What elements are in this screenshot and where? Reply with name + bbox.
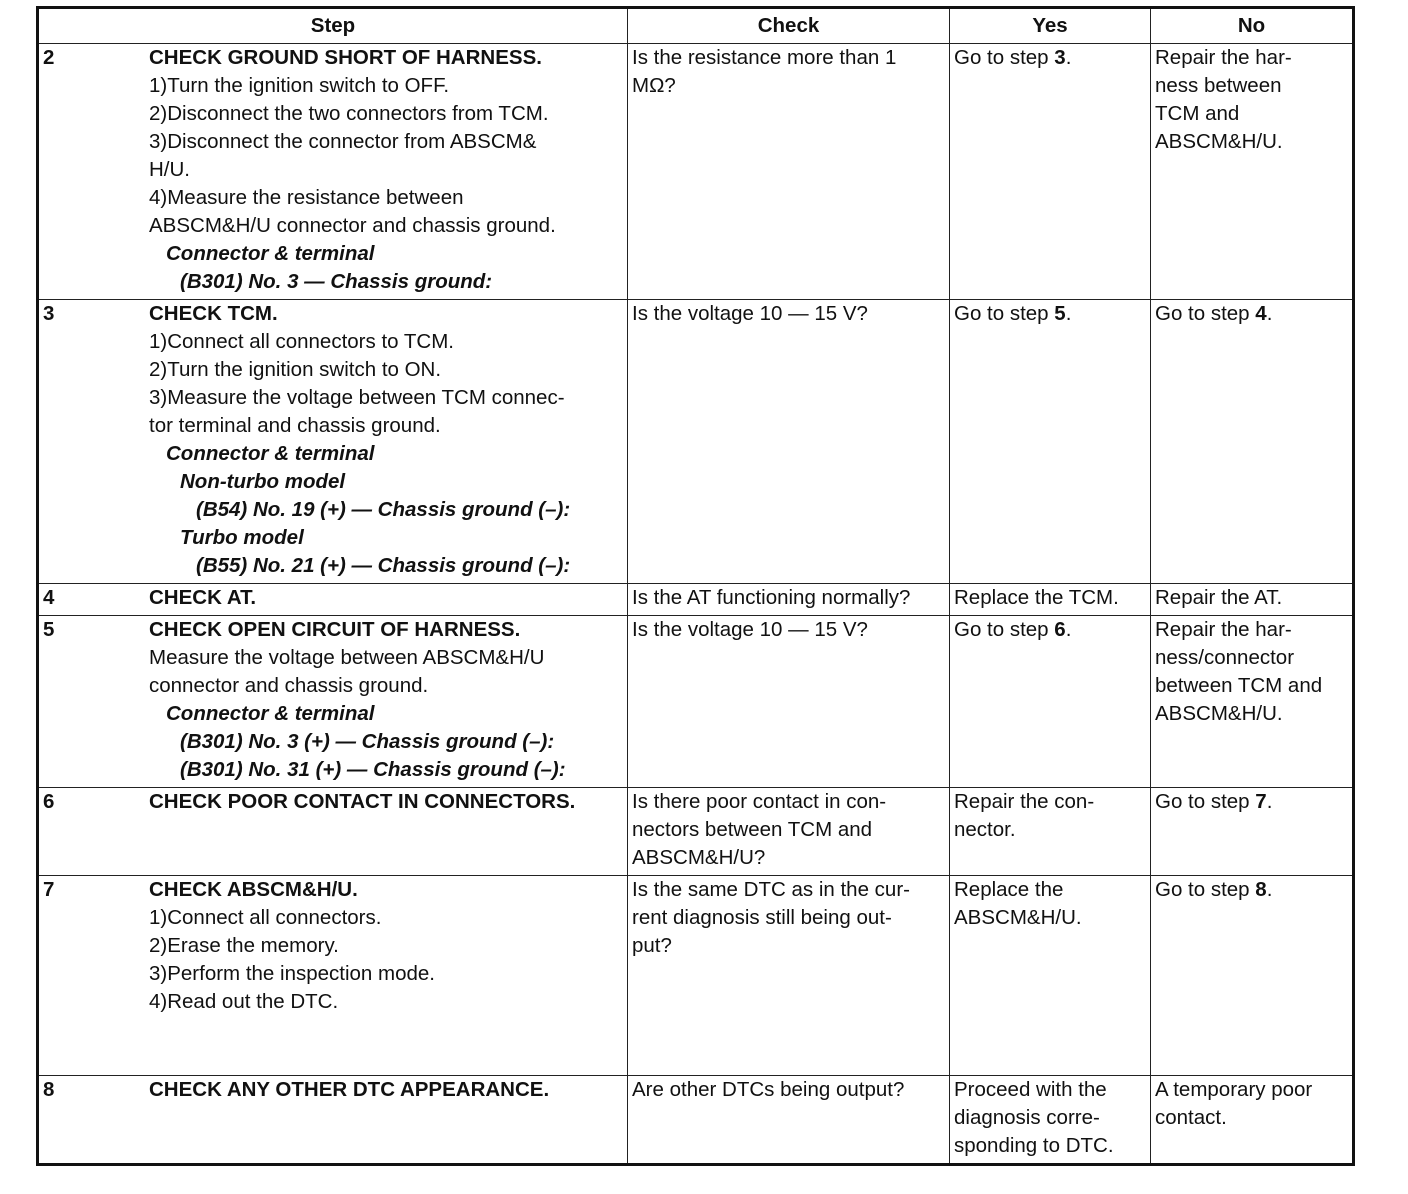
step-line: 3)Disconnect the connector from ABSCM& [149,130,537,153]
yes-cell [950,876,1151,1076]
no-cell [1151,616,1354,788]
no-cell [1151,584,1354,616]
table-row [38,788,1354,876]
yes-cell [950,584,1151,616]
yes-cell [950,616,1151,788]
no-suffix: . [1266,302,1273,325]
step-cell [38,300,628,584]
step-line: 1)Turn the ignition switch to OFF. [149,74,450,97]
no-text: Repair the AT. [1155,586,1283,609]
no-step-ref: 4 [1255,302,1267,325]
no-step-ref: 8 [1255,878,1267,901]
header-yes: Yes [950,8,1151,44]
terminal-spec: (B55) No. 21 (+) — Chassis ground (–): [196,554,571,577]
table-row [38,584,1354,616]
step-line: tor terminal and chassis ground. [149,414,441,437]
step-line: 3)Measure the voltage between TCM connec- [149,386,565,409]
step-title: CHECK TCM. [149,302,278,325]
step-line: 2)Disconnect the two connectors from TCM. [149,102,549,125]
step-line: 1)Connect all connectors to TCM. [149,330,454,353]
check-cell [628,876,950,1076]
no-text: Go to step [1155,302,1256,325]
model-label: Turbo model [180,526,304,549]
step-number: 5 [43,618,55,641]
check-text: Is the resistance more than 1 MΩ? [632,46,903,97]
step-cell [38,788,628,876]
check-cell [628,788,950,876]
no-text: Repair the har- ness/connector between TCM and ABSCM&H/U. [1155,618,1323,725]
step-line: 1)Connect all connectors. [149,906,382,929]
table-row [38,1076,1354,1165]
connector-terminal-label: Connector & terminal [166,442,375,465]
check-text: Is the same DTC as in the cur- rent diagnosis still being out- put? [632,878,910,957]
step-line: 2)Erase the memory. [149,934,339,957]
step-title: CHECK ABSCM&H/U. [149,878,358,901]
step-number: 7 [43,878,55,901]
no-step-ref: 7 [1255,790,1267,813]
check-cell [628,616,950,788]
step-cell [38,616,628,788]
step-number: 8 [43,1078,55,1101]
yes-suffix: . [1065,618,1072,641]
step-number: 4 [43,586,55,609]
step-number: 6 [43,790,55,813]
table-row [38,44,1354,300]
no-text: Go to step [1155,878,1256,901]
yes-step-ref: 6 [1054,618,1066,641]
check-text: Are other DTCs being output? [632,1078,905,1101]
terminal-spec: (B301) No. 3 — Chassis ground: [180,270,493,293]
step-number: 2 [43,46,55,69]
step-cell [38,44,628,300]
check-cell [628,584,950,616]
model-label: Non-turbo model [180,470,346,493]
step-title: CHECK ANY OTHER DTC APPEARANCE. [149,1078,550,1101]
yes-step-ref: 5 [1054,302,1066,325]
yes-suffix: . [1065,46,1072,69]
step-cell [38,876,628,1076]
no-cell [1151,788,1354,876]
step-cell [38,1076,628,1165]
no-text: Repair the har- ness between TCM and ABSCM&H/U. [1155,46,1292,153]
header-step: Step [38,8,628,44]
yes-text: Replace the ABSCM&H/U. [954,878,1082,929]
yes-text: Go to step [954,302,1055,325]
check-cell [628,300,950,584]
no-suffix: . [1266,790,1273,813]
header-check: Check [628,8,950,44]
step-line: Measure the voltage between ABSCM&H/U [149,646,545,669]
step-title: CHECK AT. [149,586,257,609]
diagnostic-table [36,6,1355,1166]
check-text: Is the voltage 10 — 15 V? [632,302,868,325]
step-number: 3 [43,302,55,325]
no-text: Go to step [1155,790,1256,813]
yes-suffix: . [1065,302,1072,325]
step-line: 2)Turn the ignition switch to ON. [149,358,442,381]
step-line: H/U. [149,158,190,181]
step-line: 3)Perform the inspection mode. [149,962,435,985]
step-line: ABSCM&H/U connector and chassis ground. [149,214,556,237]
header-row [38,8,1354,44]
no-suffix: . [1266,878,1273,901]
header-no: No [1151,8,1354,44]
step-line: 4)Measure the resistance between [149,186,464,209]
yes-text: Proceed with the diagnosis corre- sponding to DTC. [954,1078,1114,1157]
step-title: CHECK OPEN CIRCUIT OF HARNESS. [149,618,521,641]
yes-text: Repair the con- nector. [954,790,1095,841]
table-row [38,616,1354,788]
terminal-spec: (B54) No. 19 (+) — Chassis ground (–): [196,498,571,521]
step-title: CHECK GROUND SHORT OF HARNESS. [149,46,542,69]
yes-cell [950,44,1151,300]
no-cell [1151,44,1354,300]
yes-cell [950,300,1151,584]
connector-terminal-label: Connector & terminal [166,242,375,265]
table-row [38,300,1354,584]
check-text: Is the AT functioning normally? [632,586,911,609]
check-cell [628,1076,950,1165]
no-text: A temporary poor contact. [1155,1078,1313,1129]
connector-terminal-label: Connector & terminal [166,702,375,725]
yes-cell [950,788,1151,876]
no-cell [1151,300,1354,584]
terminal-spec: (B301) No. 31 (+) — Chassis ground (–): [180,758,566,781]
yes-text: Go to step [954,46,1055,69]
yes-text: Go to step [954,618,1055,641]
yes-cell [950,1076,1151,1165]
no-cell [1151,1076,1354,1165]
terminal-spec: (B301) No. 3 (+) — Chassis ground (–): [180,730,555,753]
yes-text: Replace the TCM. [954,586,1119,609]
step-cell [38,584,628,616]
check-text: Is there poor contact in con- nectors between TCM and ABSCM&H/U? [632,790,887,869]
no-cell [1151,876,1354,1076]
yes-step-ref: 3 [1054,46,1066,69]
step-line: 4)Read out the DTC. [149,990,339,1013]
table-row [38,876,1354,1076]
check-text: Is the voltage 10 — 15 V? [632,618,868,641]
check-cell [628,44,950,300]
step-line: connector and chassis ground. [149,674,429,697]
step-title: CHECK POOR CONTACT IN CONNECTORS. [149,790,576,813]
